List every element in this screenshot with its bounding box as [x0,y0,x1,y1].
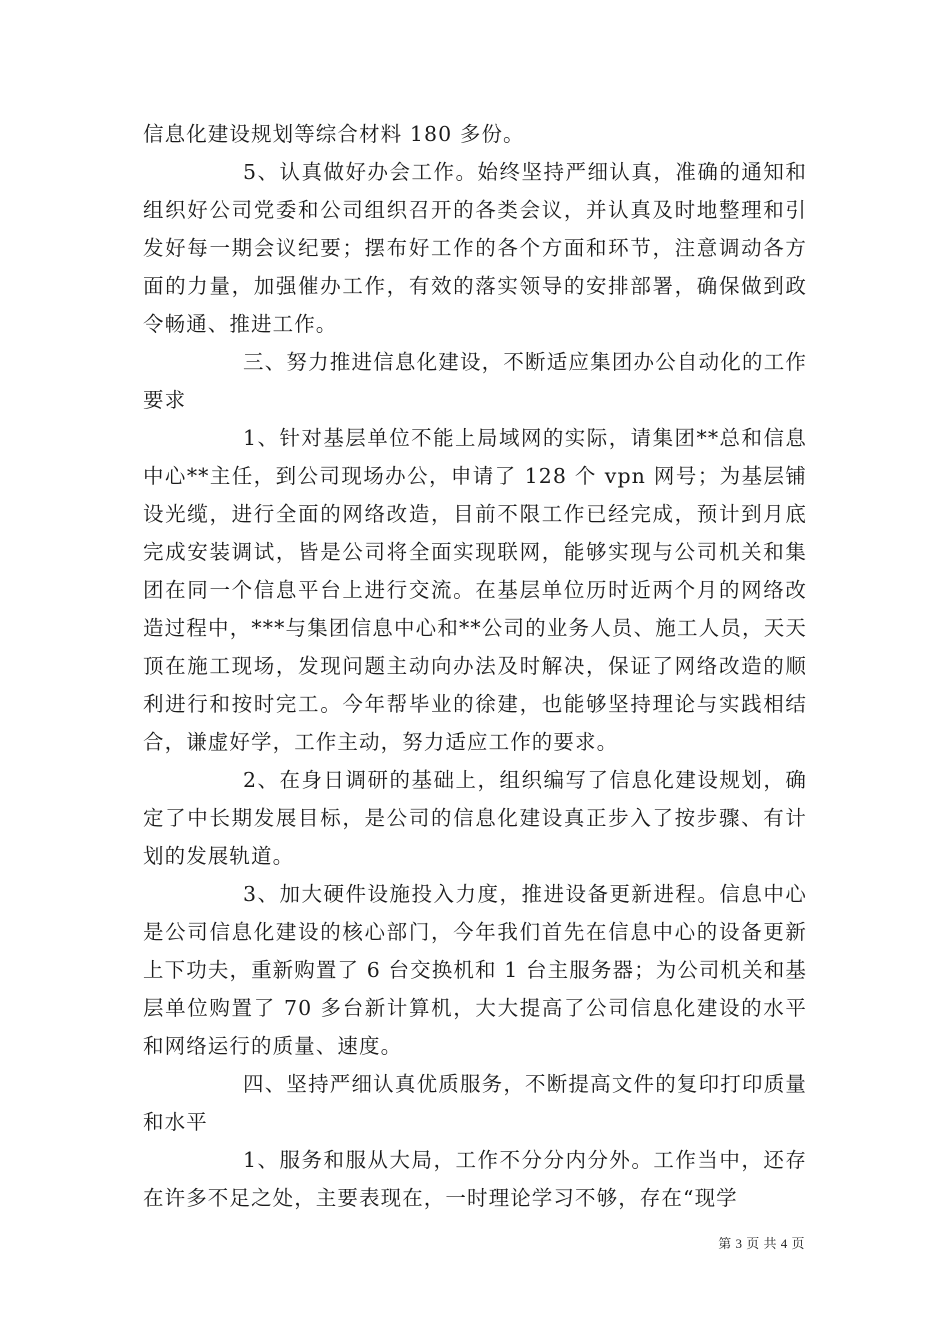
paragraph-1: 信息化建设规划等综合材料 180 多份。 [143,122,525,146]
section-heading-4: 四、坚持严细认真优质服务，不断提高文件的复印打印质量和水平 [143,1072,807,1134]
paragraph-4: 1、针对基层单位不能上局域网的实际，请集团**总和信息中心**主任，到公司现场办公，申请了 128 个 vpn 网号；为基层铺设光缆，进行全面的网络改造，目前不限工作已经完成，预计到月底完成安装调试，皆是公司将全面实现联网，能够实现与公司机关和集团在同一个信息平台上进行交流。在基层单位历时近两个月的网络改造过程中，***与集团信息中心和**公司的业务人员、施工人员，天天顶在施工现场，发现问题主动向办法及时解决，保证了网络改造的顺利进行和按时完工。今年帮毕业的徐建，也能够坚持理论与实践相结合，谦虚好学，工作主动，努力适应工作的要求。 [143,426,807,754]
paragraph-6: 3、加大硬件设施投入力度，推进设备更新进程。信息中心是公司信息化建设的核心部门，今年我们首先在信息中心的设备更新上下功夫，重新购置了 6 台交换机和 1 台主服务器；为公司机关和基层单位购置了 70 多台新计算机，大大提高了公司信息化建设的水平和网络运行的质量、速度。 [143,882,807,1058]
paragraph-2: 5、认真做好办会工作。始终坚持严细认真，准确的通知和组织好公司党委和公司组织召开的各类会议，并认真及时地整理和引发好每一期会议纪要；摆布好工作的各个方面和环节，注意调动各方面的力量，加强催办工作，有效的落实领导的安排部署，确保做到政令畅通、推进工作。 [143,160,807,336]
page-number-footer: 第 3 页 共 4 页 [718,1236,805,1251]
section-heading-3: 三、努力推进信息化建设，不断适应集团办公自动化的工作要求 [143,350,807,412]
paragraph-8: 1、服务和服从大局，工作不分分内分外。工作当中，还存在许多不足之处，主要表现在，一时理论学习不够，存在“现学 [143,1148,807,1210]
document-body [143,115,807,1217]
paragraph-5: 2、在身日调研的基础上，组织编写了信息化建设规划，确定了中长期发展目标，是公司的信息化建设真正步入了按步骤、有计划的发展轨道。 [143,768,807,868]
